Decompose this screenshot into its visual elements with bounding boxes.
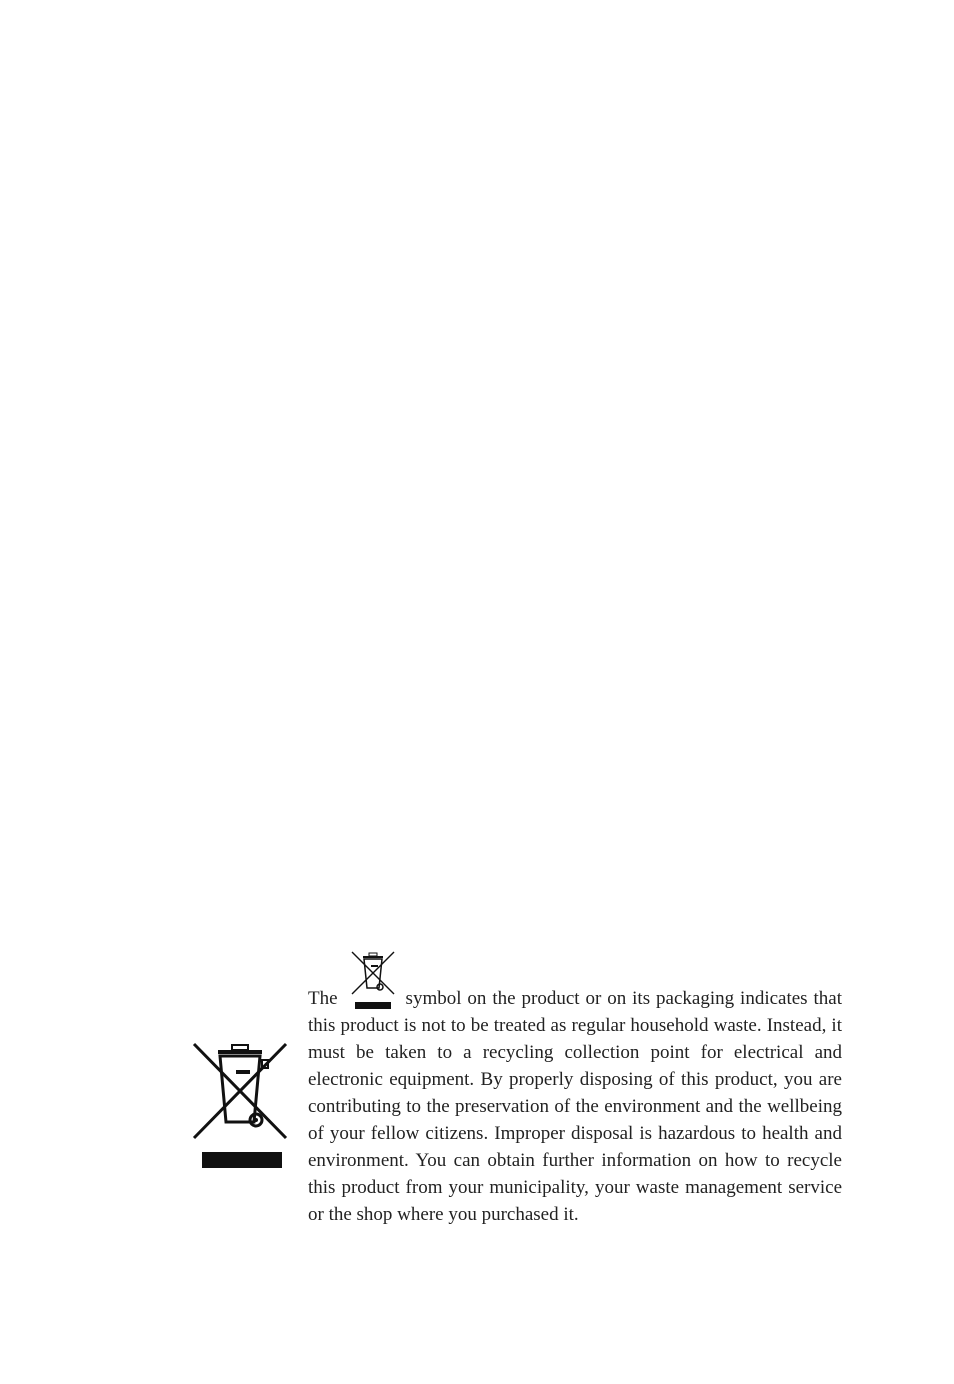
notice-body: symbol on the product or on its packaging indicates that this product is not to be treated as regular household waste. Instead, it must be taken to a recycling collection point for electrical and electronic equipment. By properly disposing of this product, you are contributing to the preservation of the environment and the wellbeing of your fellow citizens. Improper disposal is hazardous to health and environment. You can obtain further information on how to recycle this product from your municipality, your waste management service or the shop where you purchased it. bbox=[308, 988, 842, 1225]
crossed-out-wheeled-bin-icon bbox=[190, 1040, 290, 1172]
crossed-out-wheeled-bin-icon bbox=[350, 950, 396, 1010]
weee-disposal-notice bbox=[308, 950, 842, 1228]
notice-lead-word: The bbox=[308, 988, 338, 1009]
